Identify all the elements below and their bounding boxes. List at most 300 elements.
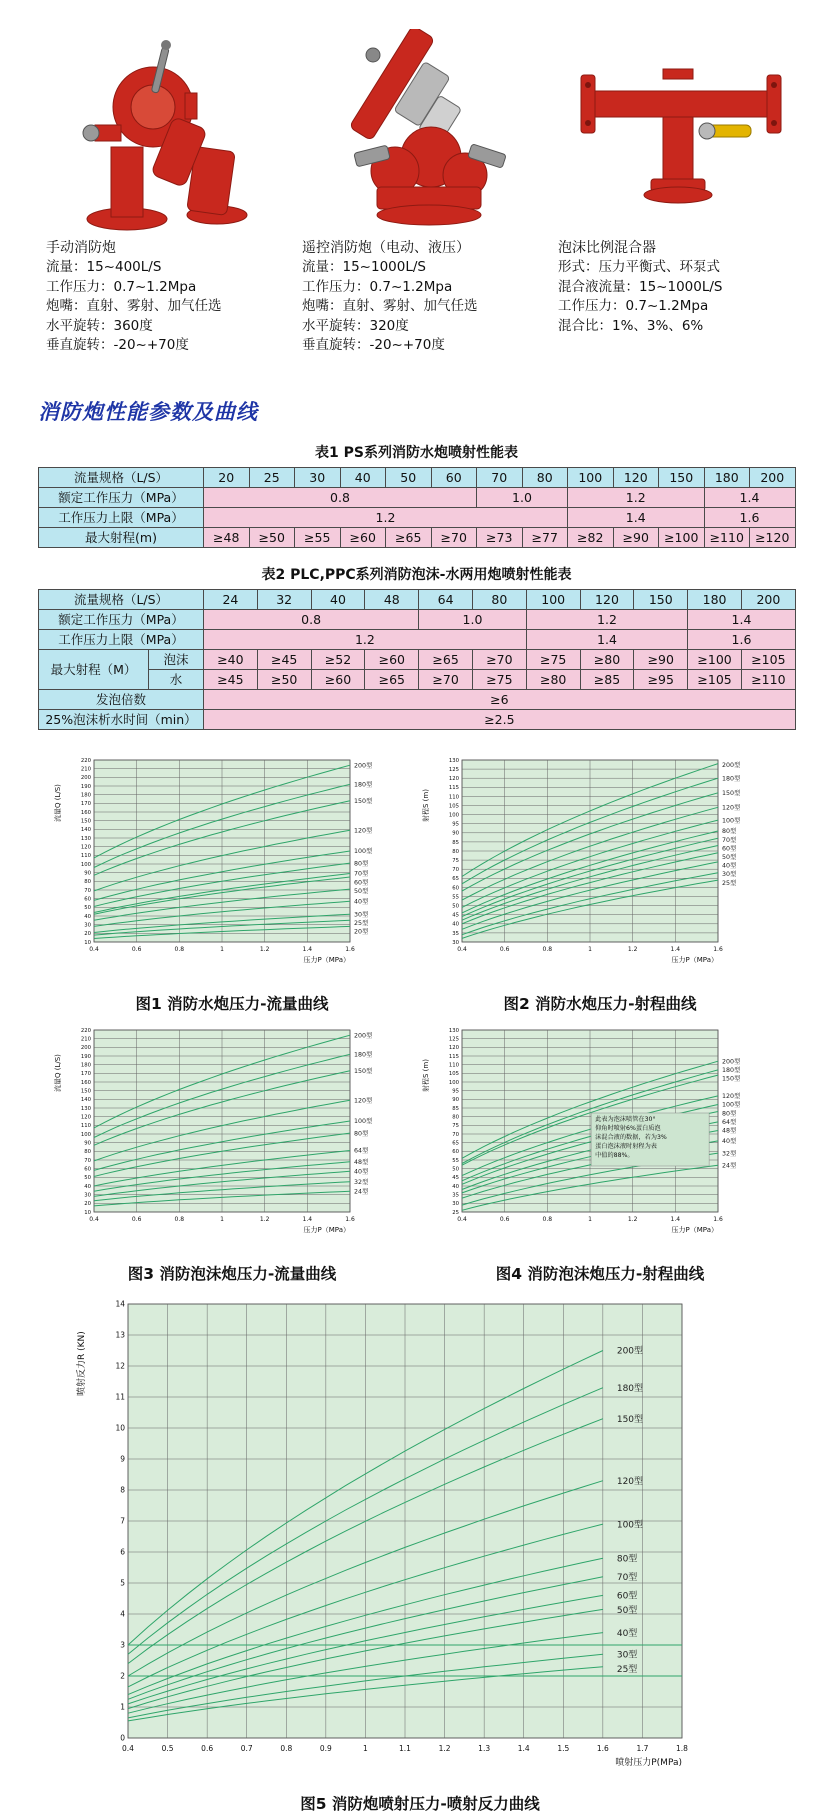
- svg-text:0.4: 0.4: [89, 1215, 99, 1223]
- svg-text:85: 85: [452, 1105, 459, 1112]
- table-cell: ≥60: [311, 669, 365, 689]
- svg-text:压力P（MPa）: 压力P（MPa）: [303, 1225, 350, 1234]
- product-spec-line: 混合液流量：15~1000L/S: [558, 278, 723, 295]
- svg-text:0.8: 0.8: [174, 1215, 185, 1223]
- chart1-water-flow: [48, 752, 416, 990]
- svg-text:220: 220: [80, 1027, 91, 1034]
- table-cell: 24: [204, 589, 258, 609]
- svg-text:40: 40: [84, 913, 91, 920]
- svg-text:1.6: 1.6: [345, 945, 355, 953]
- svg-text:80型: 80型: [722, 1109, 737, 1117]
- svg-text:110: 110: [448, 1062, 459, 1069]
- table-cell: 100: [568, 467, 614, 487]
- svg-text:喷射压力P(MPa): 喷射压力P(MPa): [615, 1757, 682, 1768]
- svg-text:48型: 48型: [722, 1127, 737, 1135]
- svg-text:中值的88%。: 中值的88%。: [595, 1151, 634, 1159]
- svg-text:0.8: 0.8: [280, 1743, 293, 1753]
- table-cell: 30: [295, 467, 341, 487]
- svg-text:1.2: 1.2: [259, 1215, 270, 1223]
- svg-text:80: 80: [452, 1114, 459, 1121]
- svg-text:1.3: 1.3: [478, 1743, 491, 1753]
- svg-text:1: 1: [220, 1215, 224, 1223]
- table-cell: 80: [522, 467, 568, 487]
- svg-text:1.2: 1.2: [627, 945, 638, 953]
- svg-text:90: 90: [452, 830, 459, 837]
- svg-text:1.2: 1.2: [627, 1215, 638, 1223]
- svg-text:60: 60: [84, 1166, 91, 1173]
- svg-text:130: 130: [80, 1105, 91, 1112]
- svg-text:100型: 100型: [354, 1117, 373, 1125]
- svg-text:80型: 80型: [354, 859, 369, 867]
- manual-fire-monitor-image: [65, 29, 275, 234]
- svg-text:80型: 80型: [722, 827, 737, 835]
- chart3-foam-flow-svg: [48, 1022, 416, 1256]
- svg-text:200型: 200型: [616, 1346, 644, 1357]
- svg-text:喷射反力R (KN): 喷射反力R (KN): [77, 1330, 87, 1396]
- product-spec-line: 炮嘴：直射、雾射、加气任选: [302, 298, 478, 314]
- table-cell: 最大射程(m): [39, 527, 204, 547]
- svg-text:130: 130: [448, 1027, 459, 1034]
- svg-text:1.6: 1.6: [713, 1215, 723, 1223]
- svg-text:120: 120: [448, 1044, 459, 1051]
- svg-text:100型: 100型: [722, 1101, 741, 1109]
- svg-text:40: 40: [452, 1183, 459, 1190]
- charts-area: [0, 744, 830, 1814]
- table-cell: 180: [688, 589, 742, 609]
- svg-text:55: 55: [452, 893, 459, 900]
- svg-text:1.2: 1.2: [259, 945, 270, 953]
- table-cell: ≥70: [472, 649, 526, 669]
- svg-text:200: 200: [80, 1044, 91, 1051]
- table-cell: 50: [386, 467, 432, 487]
- chart3-foam-flow: [48, 1022, 416, 1260]
- svg-text:160: 160: [80, 1079, 91, 1086]
- table-cell: ≥85: [580, 669, 634, 689]
- svg-text:5: 5: [120, 1578, 125, 1588]
- table-cell: 40: [311, 589, 365, 609]
- table-cell: 0.8: [204, 487, 477, 507]
- svg-text:12: 12: [115, 1361, 125, 1371]
- svg-text:200型: 200型: [722, 1057, 741, 1065]
- svg-text:0.4: 0.4: [89, 945, 99, 953]
- table-cell: ≥90: [613, 527, 659, 547]
- svg-text:10: 10: [115, 1423, 125, 1433]
- table-cell: ≥105: [688, 669, 742, 689]
- svg-text:200型: 200型: [722, 761, 741, 769]
- product-spec-line: 工作压力：0.7~1.2Mpa: [302, 278, 453, 295]
- svg-text:125: 125: [448, 1036, 459, 1043]
- product-name: 遥控消防炮（电动、液压）: [302, 240, 470, 256]
- table-cell: ≥50: [249, 527, 295, 547]
- svg-text:压力P（MPa）: 压力P（MPa）: [303, 955, 350, 964]
- svg-text:130: 130: [448, 757, 459, 764]
- svg-text:80: 80: [84, 878, 91, 885]
- table-cell: 70: [477, 467, 523, 487]
- table-cell: ≥80: [580, 649, 634, 669]
- charts-row-3: [40, 1284, 800, 1814]
- table-cell: 120: [613, 467, 659, 487]
- table-cell: 额定工作压力（MPa）: [39, 609, 204, 629]
- product-spec-line: 垂直旋转：-20~+70度: [302, 337, 445, 353]
- svg-text:105: 105: [448, 802, 459, 809]
- svg-text:100: 100: [80, 1131, 91, 1138]
- svg-text:75: 75: [452, 1122, 459, 1129]
- svg-text:11: 11: [115, 1392, 125, 1402]
- table-cell: 1.2: [526, 609, 687, 629]
- table-cell: ≥45: [257, 649, 311, 669]
- table-cell: ≥60: [340, 527, 386, 547]
- svg-text:210: 210: [80, 1036, 91, 1043]
- svg-text:60型: 60型: [616, 1591, 638, 1602]
- svg-text:35: 35: [452, 930, 459, 937]
- svg-text:90: 90: [84, 1140, 91, 1147]
- table-cell: 1.2: [204, 507, 568, 527]
- svg-text:40: 40: [84, 1183, 91, 1190]
- svg-text:65: 65: [452, 1140, 459, 1147]
- svg-text:60型: 60型: [722, 844, 737, 852]
- svg-text:120: 120: [80, 1114, 91, 1121]
- svg-text:32型: 32型: [354, 1178, 369, 1186]
- table-cell: ≥105: [741, 649, 795, 669]
- svg-text:45: 45: [452, 1174, 459, 1181]
- svg-text:120: 120: [448, 775, 459, 782]
- chart4-block: [416, 1022, 784, 1284]
- svg-text:1.4: 1.4: [670, 945, 681, 953]
- svg-text:110: 110: [448, 793, 459, 800]
- svg-text:190: 190: [80, 783, 91, 790]
- table-cell: 25%泡沫析水时间（min）: [39, 709, 204, 729]
- svg-text:120型: 120型: [354, 826, 373, 834]
- table-cell: 工作压力上限（MPa）: [39, 629, 204, 649]
- svg-text:48型: 48型: [354, 1158, 369, 1166]
- svg-text:1.6: 1.6: [713, 945, 723, 953]
- svg-text:200: 200: [80, 774, 91, 781]
- svg-text:140: 140: [80, 826, 91, 833]
- table-cell: 32: [257, 589, 311, 609]
- remote-monitor-photo: [302, 26, 550, 234]
- product-spec-line: 形式：压力平衡式、环泵式: [558, 259, 720, 275]
- table-cell: 工作压力上限（MPa）: [39, 507, 204, 527]
- table-cell: 1.2: [568, 487, 705, 507]
- svg-text:130: 130: [80, 835, 91, 842]
- table-cell: 发泡倍数: [39, 689, 204, 709]
- table-cell: 200: [750, 467, 796, 487]
- table-cell: 流量规格（L/S）: [39, 467, 204, 487]
- chart3-caption: 图3 消防泡沫炮压力-流量曲线: [127, 1264, 337, 1283]
- chart2-caption: 图2 消防水炮压力-射程曲线: [503, 994, 697, 1013]
- svg-text:110: 110: [80, 852, 91, 859]
- product-card-manual-monitor: [46, 26, 294, 356]
- svg-text:0.8: 0.8: [542, 945, 553, 953]
- svg-text:0.6: 0.6: [131, 945, 142, 953]
- svg-text:压力P（MPa）: 压力P（MPa）: [671, 1225, 718, 1234]
- svg-text:1.1: 1.1: [399, 1743, 411, 1753]
- svg-text:95: 95: [452, 1088, 459, 1095]
- table-cell: ≥70: [431, 527, 477, 547]
- table-cell: ≥65: [386, 527, 432, 547]
- svg-text:仰角时喷射6%蛋白质泡: 仰角时喷射6%蛋白质泡: [595, 1124, 661, 1132]
- svg-text:30: 30: [452, 1200, 459, 1207]
- svg-text:180: 180: [80, 792, 91, 799]
- foam-proportioner-image: [567, 29, 797, 234]
- table-cell: 20: [204, 467, 250, 487]
- table-cell: ≥65: [419, 649, 473, 669]
- table-cell: ≥110: [741, 669, 795, 689]
- svg-text:120: 120: [80, 844, 91, 851]
- table-cell: 200: [741, 589, 795, 609]
- svg-text:180型: 180型: [616, 1383, 644, 1394]
- svg-text:55: 55: [452, 1157, 459, 1164]
- table-cell: 64: [419, 589, 473, 609]
- svg-text:1.7: 1.7: [636, 1743, 649, 1753]
- product-specs: [302, 258, 550, 356]
- svg-text:70型: 70型: [722, 836, 737, 844]
- svg-text:压力P（MPa）: 压力P（MPa）: [671, 955, 718, 964]
- svg-text:流量Q (L/S): 流量Q (L/S): [54, 1053, 62, 1092]
- svg-text:60型: 60型: [354, 878, 369, 886]
- svg-text:1.4: 1.4: [302, 1215, 313, 1223]
- svg-text:125: 125: [448, 766, 459, 773]
- table-cell: ≥60: [365, 649, 419, 669]
- table-cell: 60: [431, 467, 477, 487]
- svg-text:40型: 40型: [616, 1628, 638, 1639]
- page-title: 消防炮性能参数及曲线: [38, 399, 258, 424]
- svg-text:220: 220: [80, 757, 91, 764]
- svg-text:30: 30: [84, 922, 91, 929]
- table-cell: ≥48: [204, 527, 250, 547]
- svg-text:6: 6: [120, 1547, 125, 1557]
- product-spec-line: 流量：15~1000L/S: [302, 259, 426, 275]
- svg-text:0.4: 0.4: [457, 1215, 467, 1223]
- svg-text:25型: 25型: [616, 1664, 638, 1675]
- svg-text:180型: 180型: [722, 1066, 741, 1074]
- svg-text:0.6: 0.6: [131, 1215, 142, 1223]
- svg-text:80: 80: [84, 1148, 91, 1155]
- table-cell: ≥45: [204, 669, 258, 689]
- svg-text:30: 30: [452, 939, 459, 946]
- svg-text:150: 150: [80, 1088, 91, 1095]
- table-cell: 流量规格（L/S）: [39, 589, 204, 609]
- svg-text:40型: 40型: [722, 862, 737, 870]
- svg-text:30型: 30型: [722, 870, 737, 878]
- svg-text:30型: 30型: [616, 1649, 638, 1660]
- table-cell: 1.4: [568, 507, 705, 527]
- svg-text:40: 40: [452, 921, 459, 928]
- svg-text:90: 90: [84, 870, 91, 877]
- table-cell: ≥100: [688, 649, 742, 669]
- table-cell: 额定工作压力（MPa）: [39, 487, 204, 507]
- chart2-water-range: [416, 752, 784, 990]
- charts-row-1: [48, 744, 808, 1014]
- svg-text:25型: 25型: [722, 879, 737, 887]
- chart5-reaction-force: [70, 1292, 770, 1790]
- svg-text:50型: 50型: [722, 853, 737, 861]
- svg-text:170: 170: [80, 800, 91, 807]
- svg-text:90: 90: [452, 1096, 459, 1103]
- charts-row-2: [48, 1014, 808, 1284]
- svg-text:180型: 180型: [354, 1050, 373, 1058]
- svg-text:50型: 50型: [616, 1605, 638, 1616]
- svg-text:10: 10: [84, 1209, 91, 1216]
- table-cell: 1.0: [419, 609, 527, 629]
- table-cell: ≥65: [365, 669, 419, 689]
- svg-text:100: 100: [448, 811, 459, 818]
- svg-text:180: 180: [80, 1062, 91, 1069]
- table-cell: ≥120: [750, 527, 796, 547]
- svg-text:115: 115: [448, 784, 459, 791]
- svg-text:25型: 25型: [354, 919, 369, 927]
- svg-text:50: 50: [84, 1174, 91, 1181]
- product-card-remote-monitor: [302, 26, 550, 356]
- svg-text:4: 4: [120, 1609, 125, 1619]
- table-cell: ≥110: [704, 527, 750, 547]
- svg-text:1.8: 1.8: [676, 1743, 688, 1753]
- svg-text:75: 75: [452, 857, 459, 864]
- table-cell: 48: [365, 589, 419, 609]
- table1: [38, 467, 796, 548]
- chart2-block: [416, 752, 784, 1014]
- svg-text:0.4: 0.4: [457, 945, 467, 953]
- svg-text:0.9: 0.9: [319, 1743, 332, 1753]
- svg-text:射程S (m): 射程S (m): [422, 1058, 430, 1092]
- svg-text:20: 20: [84, 930, 91, 937]
- table-cell: 1.4: [704, 487, 795, 507]
- product-spec-line: 混合比：1%、3%、6%: [558, 317, 704, 334]
- chart2-water-range-svg: [416, 752, 784, 986]
- svg-text:64型: 64型: [722, 1118, 737, 1126]
- table-cell: ≥95: [634, 669, 688, 689]
- table-cell: 40: [340, 467, 386, 487]
- table-cell: ≥52: [311, 649, 365, 669]
- svg-text:40型: 40型: [722, 1137, 737, 1145]
- svg-text:70: 70: [452, 1131, 459, 1138]
- table-cell: ≥77: [522, 527, 568, 547]
- svg-text:120型: 120型: [616, 1476, 644, 1487]
- svg-text:100型: 100型: [616, 1519, 644, 1530]
- chart5-block: [70, 1292, 770, 1814]
- svg-text:1: 1: [220, 945, 224, 953]
- svg-text:120型: 120型: [722, 804, 741, 812]
- svg-text:150型: 150型: [616, 1414, 644, 1425]
- table-cell: 水: [149, 669, 204, 689]
- chart1-block: [48, 752, 416, 1014]
- svg-text:24型: 24型: [722, 1161, 737, 1169]
- chart4-caption: 图4 消防泡沫炮压力-射程曲线: [495, 1264, 705, 1283]
- product-specs: [558, 258, 806, 336]
- svg-text:120型: 120型: [354, 1096, 373, 1104]
- table-cell: 120: [580, 589, 634, 609]
- table-cell: 泡沫: [149, 649, 204, 669]
- svg-text:150型: 150型: [722, 1075, 741, 1083]
- svg-text:1: 1: [588, 1215, 592, 1223]
- svg-text:40型: 40型: [354, 897, 369, 905]
- svg-text:沫混合液的数据，若为3%: 沫混合液的数据，若为3%: [595, 1133, 667, 1141]
- svg-text:64型: 64型: [354, 1147, 369, 1155]
- svg-text:180型: 180型: [722, 774, 741, 782]
- svg-text:210: 210: [80, 766, 91, 773]
- table-cell: 1.0: [477, 487, 568, 507]
- remote-fire-monitor-image: [319, 29, 534, 234]
- svg-text:120型: 120型: [722, 1092, 741, 1100]
- svg-text:150型: 150型: [722, 789, 741, 797]
- table-cell: 180: [704, 467, 750, 487]
- svg-text:14: 14: [115, 1299, 125, 1309]
- svg-text:20型: 20型: [354, 928, 369, 936]
- product-spec-line: 工作压力：0.7~1.2Mpa: [558, 298, 709, 314]
- product-spec-line: 水平旋转：320度: [302, 317, 409, 334]
- svg-text:70型: 70型: [354, 870, 369, 878]
- svg-text:1.4: 1.4: [302, 945, 313, 953]
- svg-text:60: 60: [452, 884, 459, 891]
- svg-text:115: 115: [448, 1053, 459, 1060]
- table2: [38, 589, 796, 730]
- table-cell: ≥75: [526, 649, 580, 669]
- table-cell: ≥2.5: [204, 709, 796, 729]
- svg-text:70: 70: [452, 866, 459, 873]
- table-cell: 80: [472, 589, 526, 609]
- svg-text:170: 170: [80, 1070, 91, 1077]
- svg-text:80: 80: [452, 848, 459, 855]
- chart5-reaction-force-svg: [70, 1292, 770, 1786]
- svg-text:0.6: 0.6: [499, 945, 510, 953]
- svg-text:0.7: 0.7: [240, 1743, 253, 1753]
- svg-text:1.2: 1.2: [438, 1743, 451, 1753]
- svg-text:1.4: 1.4: [517, 1743, 530, 1753]
- svg-text:60: 60: [452, 1148, 459, 1155]
- products-row: [0, 0, 830, 356]
- table2-title: 表2 PLC,PPC系列消防泡沫-水两用炮喷射性能表: [261, 566, 572, 583]
- svg-text:60: 60: [84, 896, 91, 903]
- svg-text:1.5: 1.5: [557, 1743, 570, 1753]
- svg-text:70型: 70型: [616, 1572, 638, 1583]
- table-cell: 0.8: [204, 609, 419, 629]
- svg-text:100: 100: [80, 861, 91, 868]
- manual-monitor-photo: [46, 26, 294, 234]
- table1-title: 表1 PS系列消防水炮喷射性能表: [315, 444, 518, 461]
- svg-text:蛋白泡沫液时射程为表: 蛋白泡沫液时射程为表: [595, 1142, 657, 1150]
- table-cell: 1.4: [526, 629, 687, 649]
- svg-text:100型: 100型: [354, 847, 373, 855]
- product-spec-line: 垂直旋转：-20~+70度: [46, 337, 189, 353]
- svg-text:180型: 180型: [354, 780, 373, 788]
- svg-text:0.6: 0.6: [201, 1743, 214, 1753]
- svg-text:110: 110: [80, 1122, 91, 1129]
- svg-text:0.5: 0.5: [161, 1743, 174, 1753]
- foam-proportioner-photo: [558, 26, 806, 234]
- svg-text:此表为泡沫喷管在30°: 此表为泡沫喷管在30°: [595, 1115, 656, 1123]
- table-cell: 最大射程（M）: [39, 649, 149, 689]
- svg-text:10: 10: [84, 939, 91, 946]
- svg-text:105: 105: [448, 1070, 459, 1077]
- table-cell: ≥6: [204, 689, 796, 709]
- svg-text:100型: 100型: [722, 816, 741, 824]
- table-cell: ≥50: [257, 669, 311, 689]
- svg-text:1: 1: [588, 945, 592, 953]
- svg-text:1: 1: [120, 1702, 125, 1712]
- svg-text:30型: 30型: [354, 910, 369, 918]
- svg-text:8: 8: [120, 1485, 125, 1495]
- table-cell: ≥40: [204, 649, 258, 669]
- svg-text:射程S (m): 射程S (m): [422, 788, 430, 822]
- svg-text:1.4: 1.4: [670, 1215, 681, 1223]
- table-cell: 1.2: [204, 629, 527, 649]
- table-cell: ≥73: [477, 527, 523, 547]
- svg-text:95: 95: [452, 821, 459, 828]
- table-cell: ≥82: [568, 527, 614, 547]
- product-spec-line: 工作压力：0.7~1.2Mpa: [46, 278, 197, 295]
- table-cell: 100: [526, 589, 580, 609]
- svg-text:65: 65: [452, 875, 459, 882]
